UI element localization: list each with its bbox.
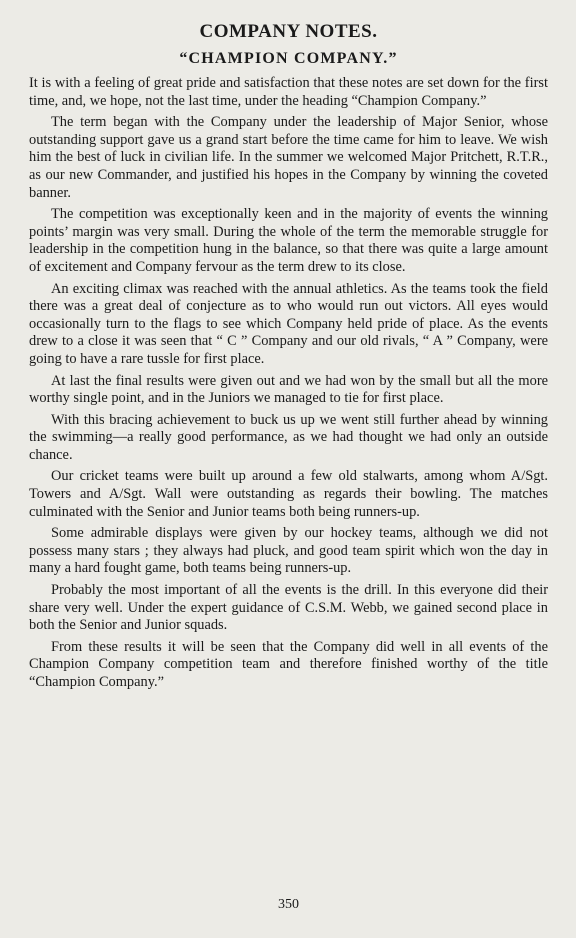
paragraph-6: With this bracing achievement to buck us up we went still further ahead by winning the swimming—a really good performance, as we had thought we had only an outside chance. [29,411,548,463]
paragraph-9: Probably the most important of all the events is the drill. In this everyone did their share very well. Under the expert guidance of C.S.M. Webb, we gained second place in both the Senior and Junior squads. [29,582,548,634]
document-page [29,20,548,920]
paragraph-4: An exciting climax was reached with the annual athletics. As the teams took the field there was a great deal of conjecture as to who would run out victors. All eyes would occasionally turn to the flags to see which Company held pride of place. As the events drew to a close it was seen that “ C ” Company and our old rivals, “ A ” Company, were going to have a rare tussle for first place. [29,280,548,367]
page-number: 350 [278,897,299,912]
article-body [29,75,548,692]
paragraph-1: It is with a feeling of great pride and satisfaction that these notes are set down for the first time, and, we hope, not the last time, under the heading “Champion Company.” [29,75,548,109]
paragraph-10: From these results it will be seen that the Company did well in all events of the Champion Company competition team and therefore finished worthy of the title “Champion Company.” [29,638,548,690]
paragraph-5: At last the final results were given out and we had won by the small but all the more worthy single point, and in the Juniors we managed to tie for first place. [29,372,548,407]
paragraph-3: The competition was exceptionally keen and in the majority of events the winning points’ margin was very small. During the whole of the term the memorable struggle for leadership in the competition hung in the balance, so that there was quite a large amount of excitement and Company fervour as the term drew to its close. [29,206,548,275]
page-title: COMPANY NOTES. [199,21,378,42]
paragraph-7: Our cricket teams were built up around a few old stalwarts, among whom A/Sgt. Towers and A/Sgt. Wall were outstanding as regards their bowling. The matches culminated with the Senior and Junior teams both being runners-up. [29,468,548,520]
paragraph-8: Some admirable displays were given by our hockey teams, although we did not possess many stars ; they always had pluck, and good team spirit which won the day in many a hard fought game, both teams being runners-up. [29,525,548,577]
paragraph-2: The term began with the Company under the leadership of Major Senior, whose outstanding support gave us a grand start before the time came for him to leave. We wish him the best of luck in civilian life. In the summer we welcomed Major Pritchett, R.T.R., as our new Commander, and justified his hopes in the Company by winning the coveted banner. [29,114,548,201]
section-subtitle: “CHAMPION COMPANY.” [179,50,398,67]
